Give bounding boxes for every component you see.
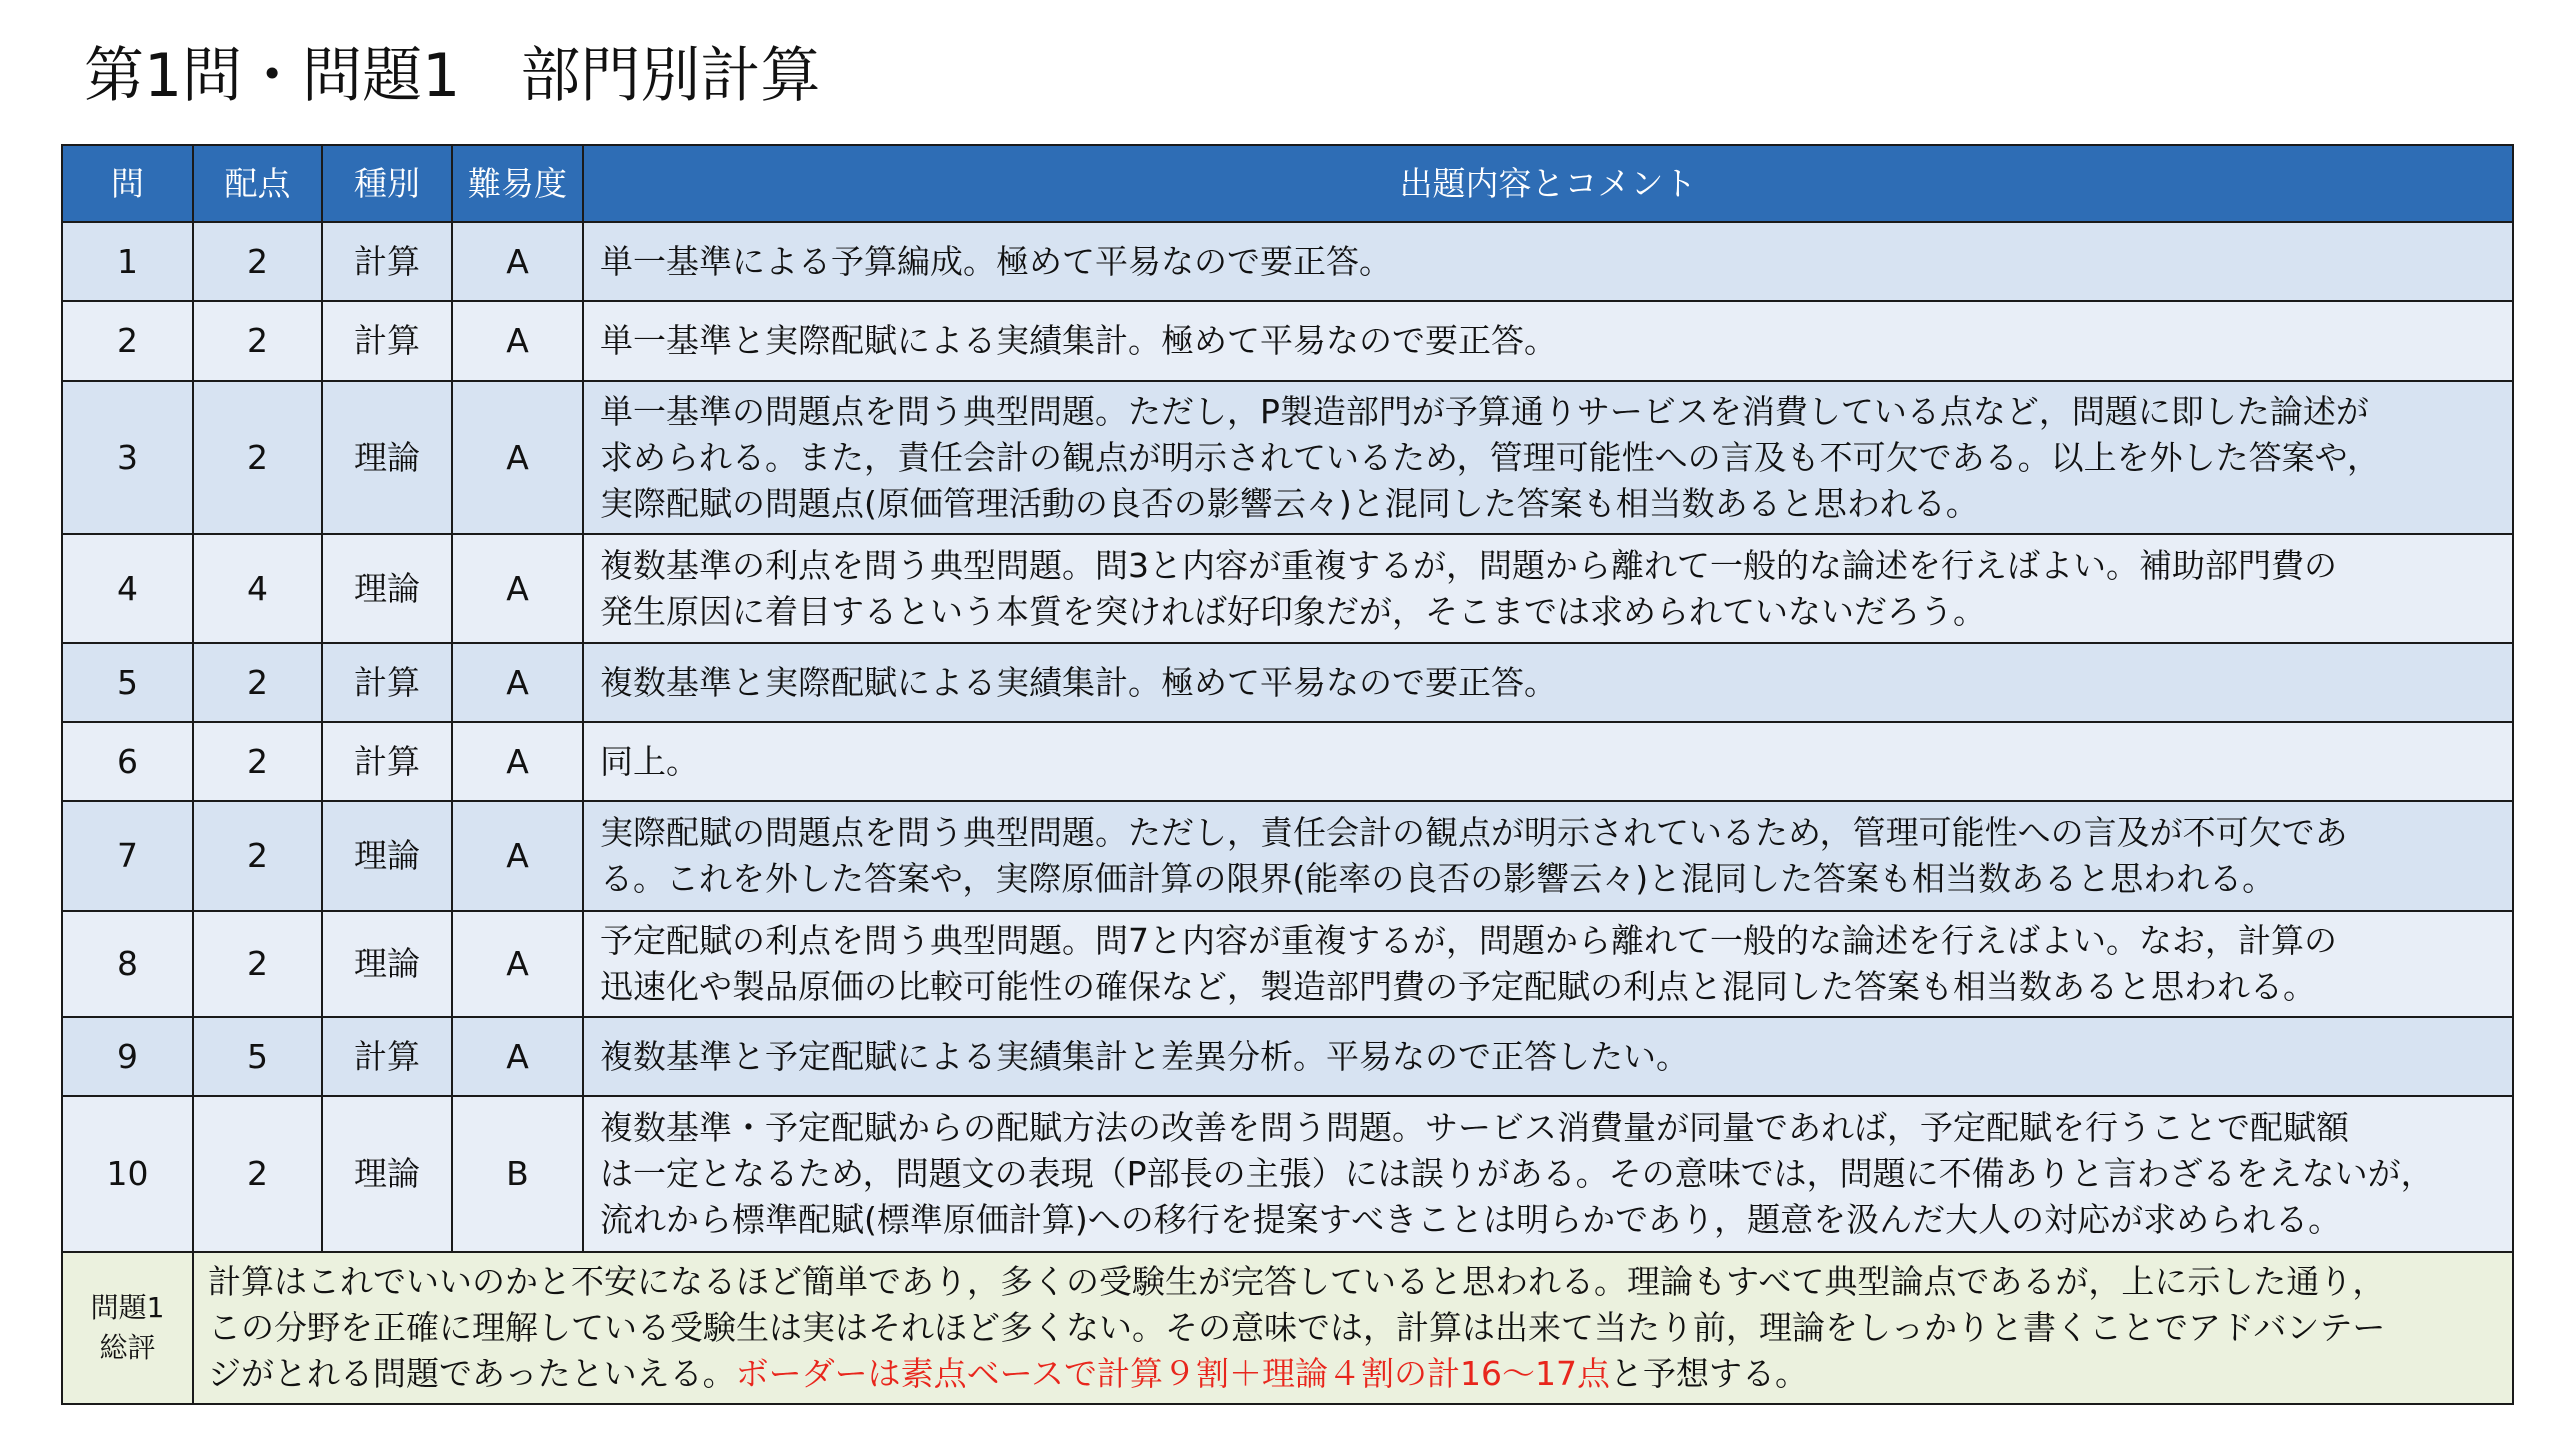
- comment-line: 実際配賦の問題点を問う典型問題。ただし，責任会計の観点が明示されているため，管理可能性への言及が不可欠であ: [600, 813, 2348, 852]
- comment-line: 流れから標準配賦(標準原価計算)への移行を提案すべきことは明らかであり，題意を汲んだ大人の対応が求められる。: [600, 1200, 2342, 1239]
- summary-line-tail: と予想する。: [1610, 1354, 1809, 1393]
- difficulty-cell: A: [452, 722, 583, 801]
- summary-label-line: 総評: [99, 1331, 156, 1364]
- points-cell: 2: [193, 381, 322, 534]
- comment-line: る。これを外した答案や，実際原価計算の限界(能率の良否の影響云々)と混同した答案も相当数あると思われる。: [600, 859, 2276, 898]
- question-number: 2: [62, 301, 193, 381]
- table-row: [62, 911, 2513, 1017]
- question-number: 7: [62, 801, 193, 911]
- summary-line: [208, 1351, 2506, 1397]
- summary-line: この分野を正確に理解している受験生は実はそれほど多くない。その意味では，計算は出来て当たり前，理論をしっかりと書くことでアドバンテー: [208, 1308, 2386, 1347]
- table-row: [62, 722, 2513, 801]
- summary-line-text: ジがとれる問題であったといえる。: [208, 1354, 736, 1393]
- comment-line: 同上。: [600, 741, 699, 781]
- summary-row: [62, 1252, 2513, 1404]
- question-number: 3: [62, 381, 193, 534]
- comment-line: 複数基準と予定配賦による実績集計と差異分析。平易なので正答したい。: [600, 1036, 1689, 1076]
- comment-cell: [583, 1017, 2513, 1096]
- table-row: [62, 1017, 2513, 1096]
- comment-cell: [583, 301, 2513, 381]
- comment-line: 単一基準による予算編成。極めて平易なので要正答。: [600, 241, 1392, 281]
- type-cell: 理論: [322, 1096, 452, 1252]
- difficulty-cell: A: [452, 1017, 583, 1096]
- points-cell: 2: [193, 801, 322, 911]
- header-type: 種別: [322, 145, 452, 222]
- type-cell: 理論: [322, 911, 452, 1017]
- points-cell: 4: [193, 534, 322, 643]
- type-cell: 理論: [322, 381, 452, 534]
- comment-cell: [583, 643, 2513, 722]
- comment-line: 単一基準の問題点を問う典型問題。ただし，P製造部門が予算通りサービスを消費している点など，問題に即した論述が: [600, 391, 2369, 431]
- question-number: 8: [62, 911, 193, 1017]
- question-number: 4: [62, 534, 193, 643]
- points-cell: 2: [193, 643, 322, 722]
- points-cell: 2: [193, 301, 322, 381]
- summary-text: [193, 1252, 2513, 1404]
- points-cell: 2: [193, 222, 322, 301]
- comment-line: 単一基準と実際配賦による実績集計。極めて平易なので要正答。: [600, 321, 1557, 360]
- points-cell: 2: [193, 1096, 322, 1252]
- difficulty-cell: A: [452, 911, 583, 1017]
- comment-line: は一定となるため，問題文の表現（P部長の主張）には誤りがある。その意味では，問題に不備ありと言わざるをえないが，: [600, 1154, 2434, 1193]
- comment-line: 迅速化や製品原価の比較可能性の確保など，製造部門費の予定配賦の利点と混同した答案も相当数あると思われる。: [600, 967, 2316, 1006]
- type-cell: 計算: [322, 301, 452, 381]
- difficulty-cell: A: [452, 301, 583, 381]
- summary-label: [62, 1252, 193, 1404]
- comment-line: 複数基準の利点を問う典型問題。問3と内容が重複するが，問題から離れて一般的な論述を行えばよい。補助部門費の: [600, 545, 2337, 585]
- comment-line: 発生原因に着目するという本質を突ければ好印象だが，そこまでは求められていないだろう。: [600, 591, 1986, 631]
- table-row: [62, 301, 2513, 381]
- type-cell: 理論: [322, 801, 452, 911]
- table-row: [62, 381, 2513, 534]
- comment-line: 複数基準と実際配賦による実績集計。極めて平易なので要正答。: [600, 662, 1557, 702]
- comment-line: 実際配賦の問題点(原価管理活動の良否の影響云々)と混同した答案も相当数あると思われる。: [600, 483, 1979, 523]
- comment-cell: [583, 534, 2513, 643]
- difficulty-cell: A: [452, 643, 583, 722]
- header-question: 問: [62, 145, 193, 222]
- comment-cell: [583, 222, 2513, 301]
- type-cell: 計算: [322, 222, 452, 301]
- header-points: 配点: [193, 145, 322, 222]
- comment-cell: [583, 722, 2513, 801]
- header-comment: 出題内容とコメント: [583, 145, 2513, 222]
- question-number: 9: [62, 1017, 193, 1096]
- type-cell: 計算: [322, 1017, 452, 1096]
- table-row: [62, 534, 2513, 643]
- difficulty-cell: B: [452, 1096, 583, 1252]
- points-cell: 2: [193, 722, 322, 801]
- question-number: 1: [62, 222, 193, 301]
- table-row: [62, 1096, 2513, 1252]
- comment-line: 予定配賦の利点を問う典型問題。問7と内容が重複するが，問題から離れて一般的な論述を行えばよい。なお，計算の: [600, 921, 2337, 960]
- border-score-highlight: ボーダーは素点ベースで計算９割＋理論４割の計16～17点: [735, 1354, 1611, 1393]
- summary-label-line: 問題1: [90, 1291, 165, 1324]
- points-cell: 5: [193, 1017, 322, 1096]
- type-cell: 計算: [322, 722, 452, 801]
- comment-cell: [583, 911, 2513, 1017]
- difficulty-cell: A: [452, 222, 583, 301]
- comment-line: 複数基準・予定配賦からの配賦方法の改善を問う問題。サービス消費量が同量であれば，予定配賦を行うことで配賦額: [600, 1108, 2349, 1147]
- question-table: [61, 144, 2514, 1405]
- type-cell: 理論: [322, 534, 452, 643]
- points-cell: 2: [193, 911, 322, 1017]
- table-row: [62, 643, 2513, 722]
- header-difficulty: 難易度: [452, 145, 583, 222]
- comment-cell: [583, 381, 2513, 534]
- page-title: 第1問・問題1 部門別計算: [84, 41, 821, 111]
- question-number: 10: [62, 1096, 193, 1252]
- comment-cell: [583, 801, 2513, 911]
- type-cell: 計算: [322, 643, 452, 722]
- question-number: 6: [62, 722, 193, 801]
- comment-cell: [583, 1096, 2513, 1252]
- difficulty-cell: A: [452, 534, 583, 643]
- table-row: [62, 222, 2513, 301]
- difficulty-cell: A: [452, 381, 583, 534]
- summary-line: 計算はこれでいいのかと不安になるほど簡単であり，多くの受験生が完答していると思われる。理論もすべて典型論点であるが，上に示した通り，: [208, 1262, 2386, 1301]
- comment-line: 求められる。また，責任会計の観点が明示されているため，管理可能性への言及も不可欠である。以上を外した答案や，: [600, 437, 2381, 477]
- difficulty-cell: A: [452, 801, 583, 911]
- table-header-row: [62, 145, 2513, 222]
- table-row: [62, 801, 2513, 911]
- question-number: 5: [62, 643, 193, 722]
